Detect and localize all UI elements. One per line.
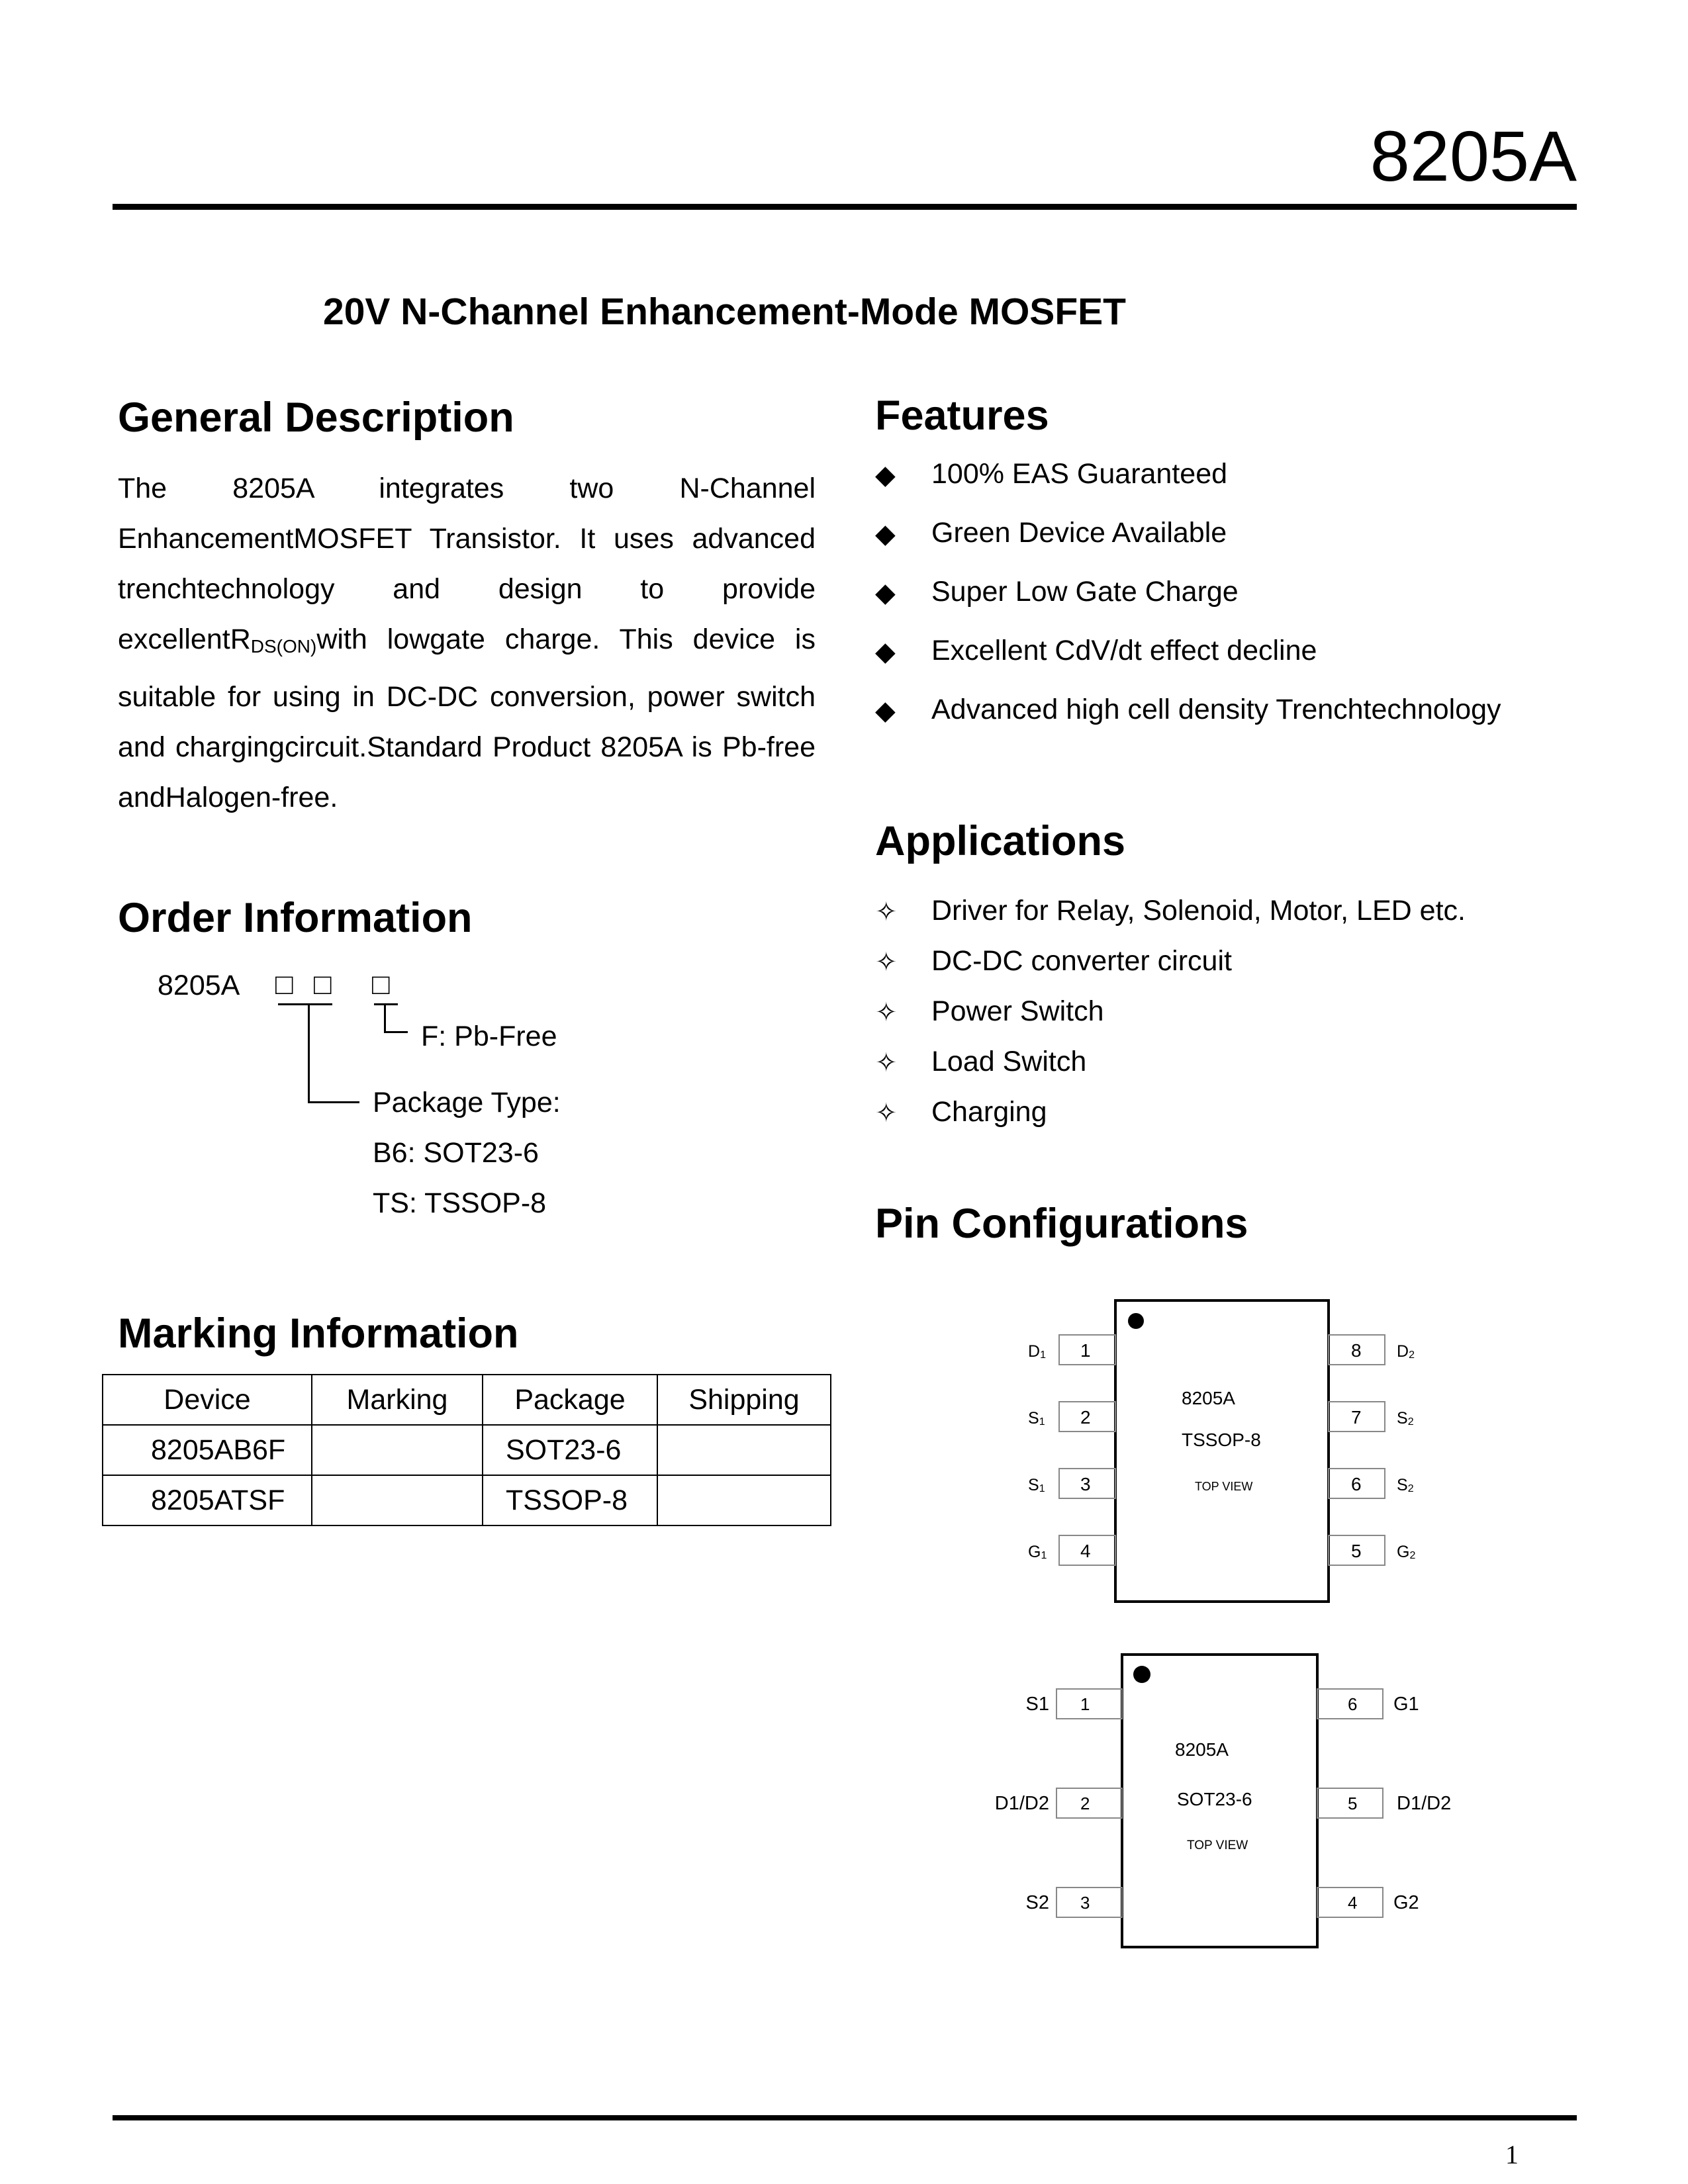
pin1-marker-dot bbox=[1128, 1313, 1144, 1329]
pin-number: 2 bbox=[1080, 1794, 1090, 1813]
star-bullet-icon: ✧ bbox=[875, 948, 898, 977]
pin-label: D1/D2 bbox=[1397, 1793, 1452, 1814]
star-bullet-icon: ✧ bbox=[875, 1048, 898, 1077]
pin-label: S2 bbox=[1397, 1476, 1414, 1494]
order-connector-line bbox=[384, 1003, 386, 1032]
order-connector-line bbox=[308, 1101, 359, 1103]
pin-number: 8 bbox=[1351, 1340, 1362, 1361]
pin-number: 3 bbox=[1080, 1474, 1091, 1494]
diamond-bullet-icon: ◆ bbox=[875, 461, 896, 490]
pin-label: S2 bbox=[1397, 1409, 1414, 1428]
pin-number: 6 bbox=[1348, 1694, 1358, 1714]
pin-label: S1 bbox=[1025, 1694, 1049, 1715]
pin-label: D2 bbox=[1397, 1342, 1415, 1361]
sot23-6-diagram bbox=[995, 1655, 1451, 1947]
tssop8-top-view: TOP VIEW bbox=[1195, 1480, 1253, 1493]
tssop8-diagram bbox=[1028, 1300, 1415, 1602]
order-suffix-label: F: Pb-Free bbox=[421, 1021, 557, 1052]
pin-number: 1 bbox=[1080, 1340, 1091, 1361]
table-cell bbox=[312, 1425, 483, 1475]
diamond-bullet-icon: ◆ bbox=[875, 520, 896, 549]
package-type-label: Package Type: bbox=[373, 1087, 561, 1118]
description-subscript: DS(ON) bbox=[250, 636, 317, 657]
description-text-part1: The 8205A integrates two N-Channel EnhancementMOSFET Transistor. It uses advanced trenchtechnology and design to provide excellentR bbox=[118, 473, 816, 655]
pin-label: G2 bbox=[1397, 1543, 1416, 1561]
pin-number: 4 bbox=[1080, 1541, 1091, 1561]
applications-heading: Applications bbox=[875, 818, 1126, 864]
features-heading: Features bbox=[875, 392, 1049, 439]
order-bracket-line bbox=[278, 1003, 332, 1005]
tssop8-package: TSSOP-8 bbox=[1182, 1430, 1261, 1450]
pin-number: 2 bbox=[1080, 1407, 1091, 1428]
package-option: TS: TSSOP-8 bbox=[373, 1187, 547, 1219]
pin-number: 5 bbox=[1351, 1541, 1362, 1561]
general-description-heading: General Description bbox=[118, 394, 514, 441]
pin-number: 7 bbox=[1351, 1407, 1362, 1428]
table-cell bbox=[312, 1475, 483, 1525]
pin-label: D1/D2 bbox=[994, 1793, 1049, 1814]
diamond-bullet-icon: ◆ bbox=[875, 637, 896, 666]
description-text-part2: with lowgate charge. This device is suitable for using in DC-DC conversion, power switch and chargingcircuit.Standard Product 8205A is Pb-free andHalogen-free. bbox=[118, 623, 816, 813]
order-code-box: □ bbox=[314, 968, 332, 1001]
document-title: 20V N-Channel Enhancement-Mode MOSFET bbox=[323, 291, 1126, 333]
pin-label: S2 bbox=[1025, 1892, 1049, 1913]
column-header: Shipping bbox=[657, 1375, 831, 1425]
pin-label: G1 bbox=[1028, 1543, 1047, 1561]
table-row bbox=[103, 1425, 831, 1475]
pin-number: 5 bbox=[1348, 1794, 1358, 1813]
pin-number: 4 bbox=[1348, 1893, 1358, 1913]
star-bullet-icon: ✧ bbox=[875, 897, 898, 927]
order-information-heading: Order Information bbox=[118, 895, 473, 941]
order-bracket-line bbox=[374, 1003, 398, 1005]
tssop8-part: 8205A bbox=[1182, 1388, 1235, 1408]
order-code-box: □ bbox=[372, 968, 390, 1001]
header-rule bbox=[113, 204, 1577, 210]
pin-label: G1 bbox=[1393, 1694, 1419, 1715]
pin-number: 6 bbox=[1351, 1474, 1362, 1494]
pin-label: D1 bbox=[1028, 1342, 1046, 1361]
pin-number: 3 bbox=[1080, 1893, 1090, 1913]
star-bullet-icon: ✧ bbox=[875, 998, 898, 1027]
pin-label: G2 bbox=[1393, 1892, 1419, 1913]
sot23-6-part: 8205A bbox=[1175, 1739, 1229, 1760]
diamond-bullet-icon: ◆ bbox=[875, 578, 896, 608]
footer-rule bbox=[113, 2115, 1577, 2120]
diamond-bullet-icon: ◆ bbox=[875, 696, 896, 725]
pin1-marker-dot bbox=[1133, 1666, 1150, 1683]
marking-table bbox=[102, 1374, 831, 1526]
order-code: 8205A bbox=[158, 970, 240, 1001]
sot23-6-top-view: TOP VIEW bbox=[1187, 1839, 1248, 1852]
pin-label: S1 bbox=[1028, 1476, 1045, 1494]
table-cell: TSSOP-8 bbox=[483, 1475, 657, 1525]
table-cell: 8205ATSF bbox=[103, 1475, 312, 1525]
part-number: 8205A bbox=[1370, 116, 1577, 196]
table-cell: 8205AB6F bbox=[103, 1425, 312, 1475]
pin-diagrams bbox=[966, 1284, 1470, 1972]
package-option: B6: SOT23-6 bbox=[373, 1137, 539, 1169]
table-header-row bbox=[103, 1375, 831, 1425]
pin-configurations-heading: Pin Configurations bbox=[875, 1201, 1248, 1247]
star-bullet-icon: ✧ bbox=[875, 1099, 898, 1128]
order-code-box: □ bbox=[275, 968, 293, 1001]
table-row bbox=[103, 1475, 831, 1525]
column-header: Marking bbox=[312, 1375, 483, 1425]
order-connector-line bbox=[384, 1031, 408, 1033]
tssop8-body bbox=[1115, 1300, 1329, 1602]
table-cell: SOT23-6 bbox=[483, 1425, 657, 1475]
table-cell bbox=[657, 1425, 831, 1475]
column-header: Package bbox=[483, 1375, 657, 1425]
pin-number: 1 bbox=[1080, 1694, 1090, 1714]
marking-information-heading: Marking Information bbox=[118, 1310, 519, 1357]
general-description-text bbox=[118, 463, 816, 823]
sot23-6-package: SOT23-6 bbox=[1177, 1789, 1252, 1809]
column-header: Device bbox=[103, 1375, 312, 1425]
page-number: 1 bbox=[1505, 2140, 1519, 2169]
pin-label: S1 bbox=[1028, 1409, 1045, 1428]
table-cell bbox=[657, 1475, 831, 1525]
order-connector-line bbox=[308, 1003, 310, 1103]
